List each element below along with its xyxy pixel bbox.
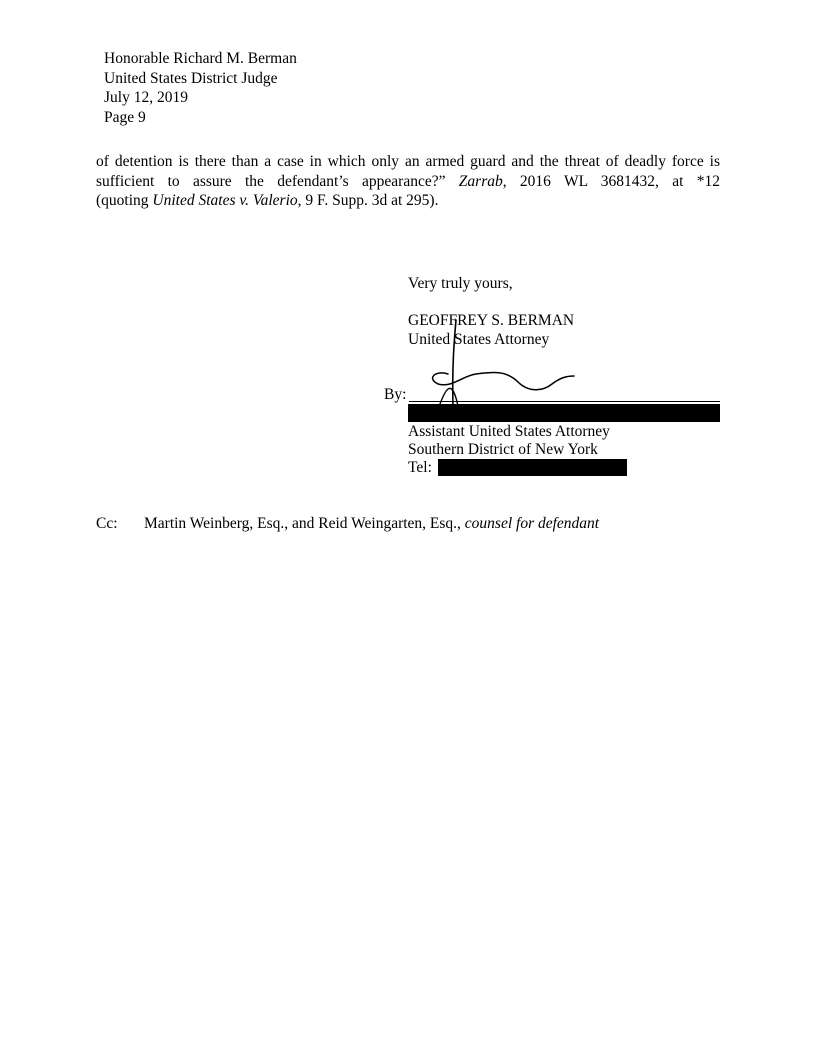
body-line-3 bbox=[96, 191, 720, 211]
cc-names: Martin Weinberg, Esq., and Reid Weingarten, Esq., bbox=[144, 515, 465, 532]
cc-role: counsel for defendant bbox=[464, 515, 600, 532]
body-line-1: of detention is there than a case in which only an armed guard and the threat of deadly force is bbox=[96, 153, 720, 170]
by-label: By: bbox=[384, 386, 407, 403]
case-citation-valerio: United States v. Valerio bbox=[152, 192, 298, 209]
recipient-name: Honorable Richard M. Berman bbox=[104, 50, 297, 67]
cc-recipients bbox=[144, 515, 599, 533]
citation-text: , 2016 WL 3681432, at *12 bbox=[502, 172, 721, 190]
redaction-bar-name bbox=[408, 404, 720, 422]
page-number: Page 9 bbox=[104, 108, 146, 126]
assistant-title: Assistant United States Attorney bbox=[408, 423, 610, 440]
handwritten-signature bbox=[420, 318, 580, 410]
tel-label: Tel: bbox=[408, 459, 432, 476]
signature-line bbox=[409, 401, 720, 402]
case-citation-zarrab: Zarrab bbox=[458, 172, 503, 190]
citation-suffix: , 9 F. Supp. 3d at 295). bbox=[297, 192, 439, 209]
letter-header bbox=[104, 49, 297, 127]
cc-label: Cc: bbox=[96, 515, 118, 532]
redaction-bar-phone bbox=[438, 459, 627, 476]
letter-date: July 12, 2019 bbox=[104, 89, 188, 106]
quoting-prefix: (quoting bbox=[96, 192, 153, 209]
closing: Very truly yours, bbox=[408, 275, 513, 292]
body-paragraph bbox=[96, 152, 720, 211]
recipient-title: United States District Judge bbox=[104, 69, 278, 87]
quote-text: sufficient to assure the defendant’s appearance?” bbox=[96, 172, 446, 190]
signer-title: United States Attorney bbox=[408, 331, 550, 348]
body-line-2 bbox=[96, 172, 720, 192]
district-name: Southern District of New York bbox=[408, 441, 598, 458]
signer-name: GEOFFREY S. BERMAN bbox=[408, 312, 575, 329]
